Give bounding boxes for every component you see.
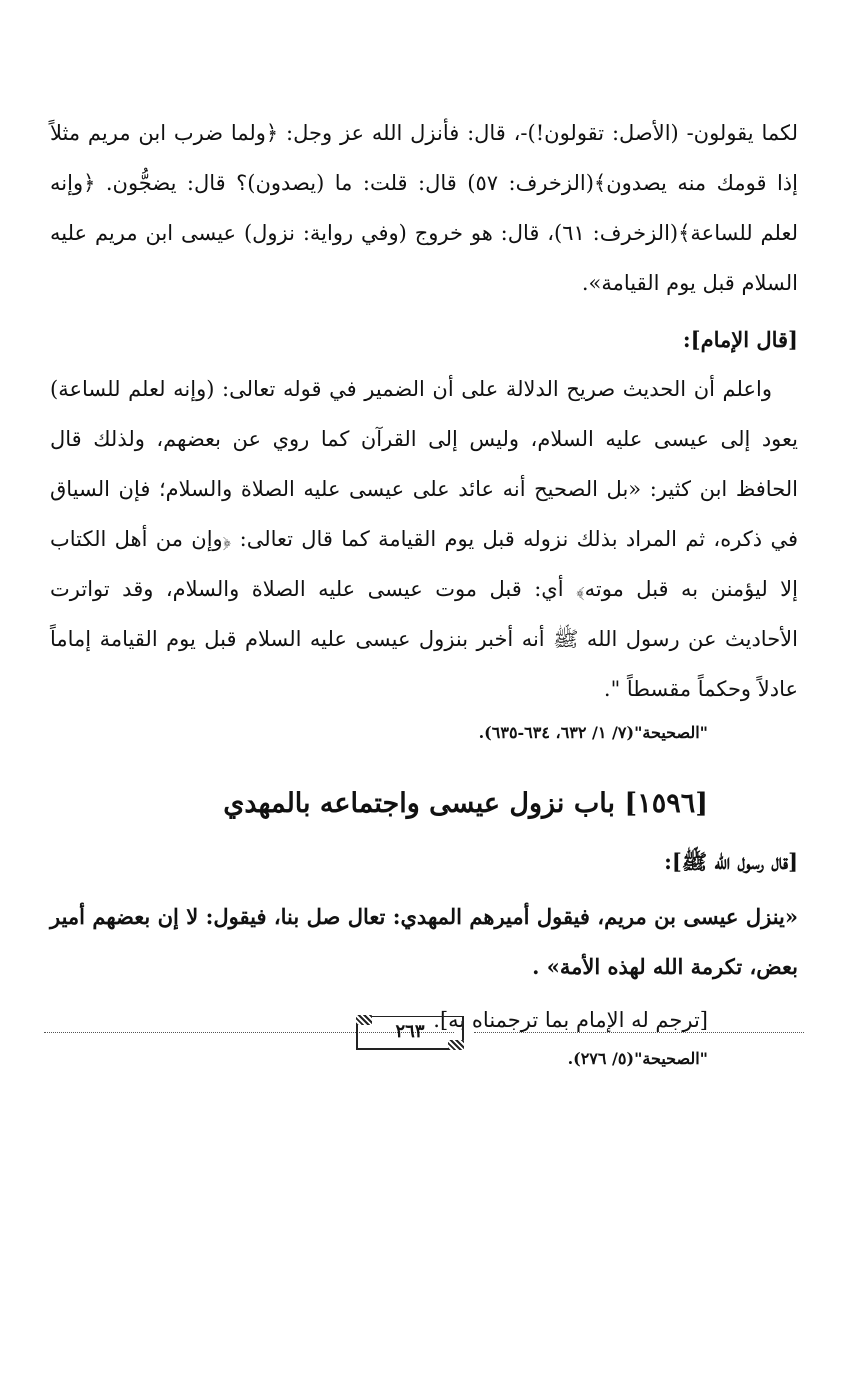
page-footer bbox=[44, 1014, 804, 1064]
citation-sahiha-2: "الصحيحة"(٥/ ٢٧٦). bbox=[567, 1049, 708, 1068]
chapter-heading bbox=[50, 780, 798, 828]
chapter-title: باب نزول عيسى واجتماعه بالمهدي bbox=[223, 788, 616, 819]
imam-label: [قال الإمام]: bbox=[682, 327, 798, 352]
imam-commentary-paragraph: واعلم أن الحديث صريح الدلالة على أن الضمير في قوله تعالى: (وإنه لعلم للساعة) يعود إلى عيسى عليه السلام، وليس إلى القرآن كما روي عن بعضهم، ولذلك قال الحافظ ابن كثير: «بل الصحيح أنه عائد على عيسى عليه الصلاة والسلام؛ فإن السياق في ذكره، ثم المراد بذلك نزوله قبل يوم القيامة كما قال تعالى: ﴿وإن من أهل الكتاب إلا ليؤمنن به قبل موته﴾ أي: قبل موت عيسى عليه الصلاة والسلام، وقد تواترت الأحاديث عن رسول الله ﷺ أنه أخبر بنزول عيسى عليه السلام قبل يوم القيامة إماماً عادلاً وحكماً مقسطاً ". bbox=[50, 377, 798, 701]
chapter-number: [١٥٩٦] bbox=[624, 788, 708, 819]
translation-note: [ترجم له الإمام بما ترجمناه به]. bbox=[433, 1008, 708, 1032]
footer-dotted-rule-right bbox=[474, 1032, 804, 1033]
hadith-continuation-paragraph: لكما يقولون- (الأصل: تقولون!)-، قال: فأنزل الله عز وجل: ﴿ولما ضرب ابن مريم مثلاً إذا قومك منه يصدون﴾(الزخرف: ٥٧) قال: قلت: ما (يصدون)؟ قال: يضجُّون. ﴿وإنه لعلم للساعة﴾(الزخرف: ٦١)، قال: هو خروج (وفي رواية: نزول) عيسى ابن مريم عليه السلام قبل يوم القيامة». bbox=[50, 121, 798, 295]
corner-ornament-icon bbox=[356, 1015, 372, 1025]
corner-ornament-icon bbox=[448, 1040, 464, 1050]
prophet-label: [قال رسول الله ﷺ]: bbox=[664, 849, 798, 874]
page-number-box bbox=[356, 1016, 464, 1050]
hadith-text-paragraph: «ينزل عيسى بن مريم، فيقول أميرهم المهدي: تعال صل بنا، فيقول: لا إن بعضهم أمير بعض، تكرمة الله لهذه الأمة» . bbox=[50, 904, 798, 979]
page-number: ٢٦٣ bbox=[395, 1021, 425, 1042]
citation-sahiha-1: "الصحيحة"(٧/ ١/ ٦٣٢، ٦٣٤-٦٣٥). bbox=[478, 723, 708, 742]
page-body bbox=[50, 108, 798, 1074]
